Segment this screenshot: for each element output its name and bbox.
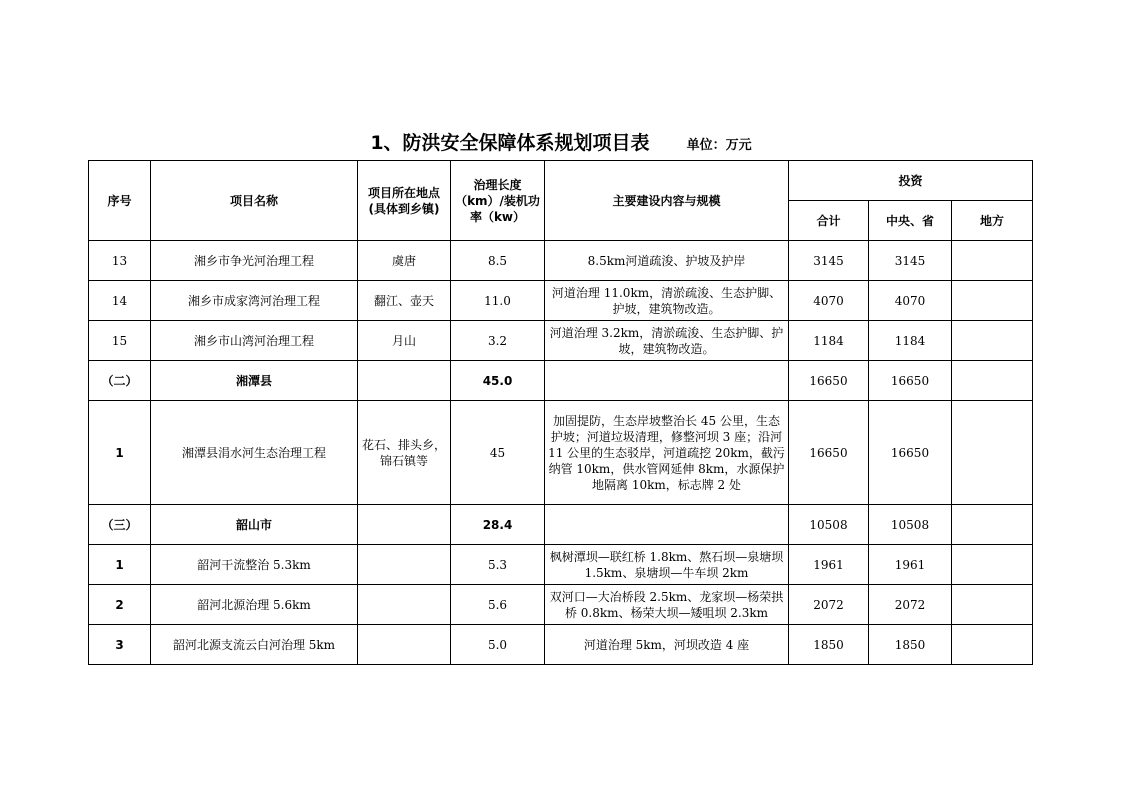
table-row bbox=[89, 281, 1033, 321]
page-title: 1、防洪安全保障体系规划项目表 bbox=[370, 132, 650, 154]
table-row bbox=[89, 401, 1033, 505]
cell-content bbox=[545, 505, 789, 545]
cell-content: 8.5km河道疏浚、护坡及护岸 bbox=[545, 241, 789, 281]
cell-central: 1850 bbox=[869, 625, 952, 665]
cell-name: 韶河干流整治 5.3km bbox=[151, 545, 358, 585]
table-row bbox=[89, 505, 1033, 545]
cell-content: 双河口—大冶桥段 2.5km、龙家坝—杨荣拱桥 0.8km、杨荣大坝—矮咀坝 2.3km bbox=[545, 585, 789, 625]
cell-total: 10508 bbox=[789, 505, 869, 545]
cell-total: 2072 bbox=[789, 585, 869, 625]
cell-content: 加固提防，生态岸坡整治长 45 公里，生态护坡；河道垃圾清理，修整河坝 3 座；沿河 11 公里的生态驳岸，河道疏挖 20km，截污纳管 10km，供水管网延伸 8km，水源保护地隔离 10km，标志牌 2 处 bbox=[545, 401, 789, 505]
cell-total: 4070 bbox=[789, 281, 869, 321]
cell-length: 28.4 bbox=[451, 505, 545, 545]
cell-name: 湘乡市山湾河治理工程 bbox=[151, 321, 358, 361]
cell-seq: 13 bbox=[89, 241, 151, 281]
cell-name: 湘乡市成家湾河治理工程 bbox=[151, 281, 358, 321]
table-row bbox=[89, 321, 1033, 361]
table-row bbox=[89, 545, 1033, 585]
table-row bbox=[89, 361, 1033, 401]
title-line bbox=[0, 128, 1122, 156]
cell-content: 河道治理 11.0km，清淤疏浚、生态护脚、护坡，建筑物改造。 bbox=[545, 281, 789, 321]
unit-label: 单位：万元 bbox=[686, 138, 752, 153]
cell-central: 1961 bbox=[869, 545, 952, 585]
header-content: 主要建设内容与规模 bbox=[545, 161, 789, 241]
cell-central: 16650 bbox=[869, 401, 952, 505]
cell-seq: 1 bbox=[89, 545, 151, 585]
cell-length: 5.6 bbox=[451, 585, 545, 625]
cell-name: 韶山市 bbox=[151, 505, 358, 545]
cell-central: 2072 bbox=[869, 585, 952, 625]
cell-location bbox=[358, 545, 451, 585]
cell-local bbox=[952, 505, 1033, 545]
cell-location bbox=[358, 585, 451, 625]
cell-length: 3.2 bbox=[451, 321, 545, 361]
cell-name: 湘潭县 bbox=[151, 361, 358, 401]
header-investment: 投资 bbox=[789, 161, 1033, 201]
cell-length: 5.0 bbox=[451, 625, 545, 665]
header-total: 合计 bbox=[789, 201, 869, 241]
table-row bbox=[89, 241, 1033, 281]
cell-total: 1850 bbox=[789, 625, 869, 665]
cell-total: 16650 bbox=[789, 401, 869, 505]
cell-local bbox=[952, 625, 1033, 665]
cell-location: 花石、排头乡，锦石镇等 bbox=[358, 401, 451, 505]
cell-content: 枫树潭坝—联红桥 1.8km、熬石坝—泉塘坝 1.5km、泉塘坝—牛车坝 2km bbox=[545, 545, 789, 585]
cell-local bbox=[952, 321, 1033, 361]
cell-central: 3145 bbox=[869, 241, 952, 281]
cell-seq: 15 bbox=[89, 321, 151, 361]
cell-local bbox=[952, 585, 1033, 625]
cell-total: 1961 bbox=[789, 545, 869, 585]
cell-location bbox=[358, 361, 451, 401]
cell-length: 11.0 bbox=[451, 281, 545, 321]
cell-content: 河道治理 5km，河坝改造 4 座 bbox=[545, 625, 789, 665]
cell-name: 韶河北源治理 5.6km bbox=[151, 585, 358, 625]
header-length: 治理长度（km）/装机功率（kw） bbox=[451, 161, 545, 241]
cell-total: 3145 bbox=[789, 241, 869, 281]
cell-length: 8.5 bbox=[451, 241, 545, 281]
cell-content bbox=[545, 361, 789, 401]
cell-seq: （二） bbox=[89, 361, 151, 401]
header-seq: 序号 bbox=[89, 161, 151, 241]
cell-total: 16650 bbox=[789, 361, 869, 401]
cell-length: 45 bbox=[451, 401, 545, 505]
cell-location: 月山 bbox=[358, 321, 451, 361]
cell-central: 16650 bbox=[869, 361, 952, 401]
cell-local bbox=[952, 401, 1033, 505]
cell-length: 45.0 bbox=[451, 361, 545, 401]
project-table bbox=[88, 160, 1033, 665]
cell-location bbox=[358, 625, 451, 665]
header-location: 项目所在地点(具体到乡镇) bbox=[358, 161, 451, 241]
header-name: 项目名称 bbox=[151, 161, 358, 241]
cell-name: 韶河北源支流云白河治理 5km bbox=[151, 625, 358, 665]
cell-total: 1184 bbox=[789, 321, 869, 361]
cell-seq: 3 bbox=[89, 625, 151, 665]
table-row bbox=[89, 625, 1033, 665]
cell-local bbox=[952, 281, 1033, 321]
table-row bbox=[89, 585, 1033, 625]
cell-seq: 14 bbox=[89, 281, 151, 321]
header-central: 中央、省 bbox=[869, 201, 952, 241]
cell-name: 湘乡市争光河治理工程 bbox=[151, 241, 358, 281]
cell-location bbox=[358, 505, 451, 545]
cell-length: 5.3 bbox=[451, 545, 545, 585]
cell-central: 10508 bbox=[869, 505, 952, 545]
cell-seq: 1 bbox=[89, 401, 151, 505]
cell-content: 河道治理 3.2km，清淤疏浚、生态护脚、护坡，建筑物改造。 bbox=[545, 321, 789, 361]
cell-seq: （三） bbox=[89, 505, 151, 545]
cell-central: 4070 bbox=[869, 281, 952, 321]
header-local: 地方 bbox=[952, 201, 1033, 241]
cell-central: 1184 bbox=[869, 321, 952, 361]
cell-location: 虞唐 bbox=[358, 241, 451, 281]
cell-local bbox=[952, 545, 1033, 585]
cell-name: 湘潭县涓水河生态治理工程 bbox=[151, 401, 358, 505]
cell-local bbox=[952, 361, 1033, 401]
cell-local bbox=[952, 241, 1033, 281]
cell-seq: 2 bbox=[89, 585, 151, 625]
cell-location: 翻江、壶天 bbox=[358, 281, 451, 321]
